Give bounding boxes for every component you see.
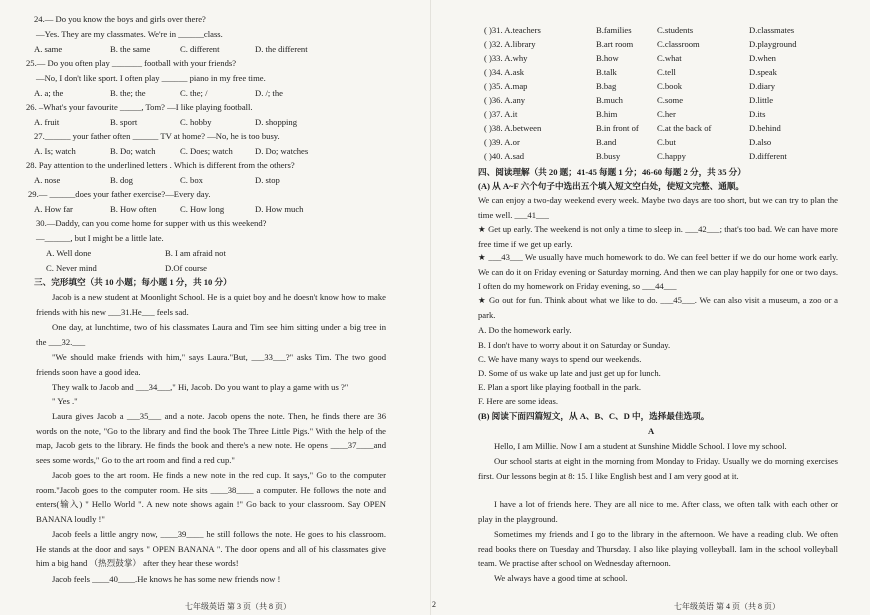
q29-option-c: C. How long	[180, 204, 225, 214]
cloze-paragraph-6: Laura gives Jacob a ___35___ and a note. Jacob opens the note. Then, he finds there are 36 words on the note, "Go to the library and find the book The Three Little Pigs." With the help of the map, Jacob gets to the library. He finds the book and there's a new note. He opens ____37____and sees some words," Go to the art room and find a red cup."	[36, 411, 386, 465]
q30-option-a: A. Well done	[46, 248, 92, 258]
choice-34-d: D.speak	[749, 67, 777, 77]
choice-32-d: D.playground	[749, 39, 797, 49]
part-a-instruction: (A) 从 A~F 六个句子中选出五个填入短文空白处，使短文完整、通顺。	[478, 181, 745, 191]
q30-option-c: C. Never mind	[46, 263, 97, 273]
q24-option-b: B. the same	[110, 44, 151, 54]
section-3-heading: 三、完形填空（共 10 小题；每小题 1 分，共 10 分）	[34, 277, 232, 287]
cloze-paragraph-3: "We should make friends with him," says Laura."But, ___33___?" asks Tim. The two good friends soon have a good idea.	[36, 352, 386, 377]
choice-38-d: D.behind	[749, 123, 781, 133]
choice-37-b: B.him	[596, 109, 618, 119]
q26-option-c: C. hobby	[180, 117, 212, 127]
choice-39-c: C.but	[657, 137, 676, 147]
reading-b-paragraph-5: We always have a good time at school.	[494, 573, 628, 583]
reading-a-paragraph-3: ★ ___43___ We usually have much homework to do. We can feel better if we do our home work early. We can do it on Friday evening or Saturday morning. And then we can play happily for one or two days. I often do my homework on Friday evening, so ___44___	[478, 252, 838, 292]
choice-38-b: B.in front of	[596, 123, 639, 133]
q29-option-d: D. How much	[255, 204, 304, 214]
choice-33-b: B.how	[596, 53, 619, 63]
choice-36-b: B.much	[596, 95, 623, 105]
cloze-paragraph-9: Jacob feels ____40____.He knows he has some new friends now !	[52, 574, 281, 584]
choice-37-c: C.her	[657, 109, 676, 119]
cloze-paragraph-7: Jacob goes to the art room. He finds a new note in the red cup. It says," Go to the computer room."Jacob goes to the computer room. He sits ____38____ a computer. He follows the note and enters(输入) " Hello World ". A new note shows again !" Go back to your classroom. Say OPEN BANANA loudly !"	[36, 470, 386, 524]
q26-option-d: D. shopping	[255, 117, 298, 127]
q24-question: 24.— Do you know the boys and girls over there?	[34, 14, 206, 24]
reading-b-paragraph-2: Our school starts at eight in the morning from Monday to Friday. Usually we do morning exercises first. Our lessons begin at 8: 15. I like English best and I am very good at it.	[478, 456, 838, 481]
q24-option-a: A. same	[34, 44, 63, 54]
choice-35-d: D.diary	[749, 81, 776, 91]
choice-31-d: D.classmates	[749, 25, 795, 35]
q26-question: 26. –What's your favourite _____, Tom? —I like playing football.	[26, 102, 253, 112]
q30-option-d: D.Of course	[165, 263, 207, 273]
center-divider	[430, 0, 431, 615]
section-4-heading: 四、阅读理解（共 20 题；41-45 每题 1 分；46-60 每题 2 分，共 35 分）	[478, 167, 746, 177]
cloze-paragraph-5: " Yes ."	[52, 396, 78, 406]
choice-34-b: B.talk	[596, 67, 617, 77]
choice-33-a: ( )33. A.why	[484, 53, 528, 63]
q26-option-a: A. fruit	[34, 117, 60, 127]
choice-39-a: ( )39. A.or	[484, 137, 520, 147]
choice-40-c: C.happy	[657, 151, 686, 161]
choice-40-a: ( )40. A.sad	[484, 151, 525, 161]
cloze-paragraph-2: One day, at lunchtime, two of his classmates Laura and Tim see him sitting under a big tree in the ___32.___	[36, 322, 386, 347]
choice-40-b: B.busy	[596, 151, 621, 161]
choice-36-d: D.little	[749, 95, 774, 105]
q29-question: 29.— ______does your father exercise?—Every day.	[28, 189, 211, 199]
reading-b-paragraph-3: I have a lot of friends here. They are all nice to me. After class, we often talk with each other or play in the playground.	[478, 499, 838, 524]
choice-35-c: C.book	[657, 81, 683, 91]
choice-38-a: ( )38. A.between	[484, 123, 542, 133]
choice-32-c: C.classroom	[657, 39, 700, 49]
q25-option-d: D. /; the	[255, 88, 283, 98]
q26-option-b: B. sport	[110, 117, 138, 127]
q27-option-a: A. Is; watch	[34, 146, 76, 156]
reading-b-paragraph-4: Sometimes my friends and I go to the library in the afternoon. We have a reading club. We often read books there on Tuesday and Thursday. I also like playing volleyball. Iam in the school volleyball team. We practise after school on Wednesday afternoon.	[478, 529, 838, 569]
q25-question: 25.— Do you often play _______ football with your friends?	[26, 58, 237, 68]
choice-33-d: D.when	[749, 53, 776, 63]
cloze-paragraph-1: Jacob is a new student at Moonlight School. He is a quiet boy and he doesn't know how to make friends with his new ___31.He___ feels sad.	[36, 292, 386, 317]
choice-39-d: D.also	[749, 137, 772, 147]
q30-line2: —______, but I might be a little late.	[36, 233, 164, 243]
page-number: 2	[432, 600, 436, 609]
q24-option-d: D. the different	[255, 44, 308, 54]
choice-31-c: C.students	[657, 25, 694, 35]
q24-option-c: C. different	[180, 44, 220, 54]
q27-question: 27.______ your father often ______ TV at home? —No, he is too busy.	[34, 131, 280, 141]
q25-option-c: C. the; /	[180, 88, 208, 98]
choice-33-c: C.what	[657, 53, 682, 63]
choice-37-d: D.its	[749, 109, 766, 119]
q27-option-d: D. Do; watches	[255, 146, 309, 156]
q28-option-d: D. stop	[255, 175, 280, 185]
q28-option-b: B. dog	[110, 175, 133, 185]
q29-option-a: A. How far	[34, 204, 73, 214]
choice-34-c: C.tell	[657, 67, 676, 77]
passage-letter-a: A	[648, 426, 655, 436]
q25-option-a: A. a; the	[34, 88, 64, 98]
left-footer: 七年级英语 第 3 页（共 8 页）	[185, 602, 291, 611]
option-f: F. Here are some ideas.	[478, 396, 558, 406]
q25-option-b: B. the; the	[110, 88, 146, 98]
q30-option-b: B. I am afraid not	[165, 248, 226, 258]
q27-option-c: C. Does; watch	[180, 146, 233, 156]
cloze-paragraph-4: They walk to Jacob and ___34___," Hi, Jacob. Do you want to play a game with us ?"	[52, 382, 349, 392]
choice-35-b: B.bag	[596, 81, 617, 91]
choice-39-b: B.and	[596, 137, 617, 147]
choice-32-b: B.art room	[596, 39, 634, 49]
option-d: D. Some of us wake up late and just get up for lunch.	[478, 368, 661, 378]
choice-35-a: ( )35. A.map	[484, 81, 528, 91]
choice-31-a: ( )31. A.teachers	[484, 25, 541, 35]
q28-option-a: A. nose	[34, 175, 61, 185]
option-e: E. Plan a sport like playing football in the park.	[478, 382, 642, 392]
choice-32-a: ( )32. A.library	[484, 39, 536, 49]
choice-34-a: ( )34. A.ask	[484, 67, 525, 77]
choice-40-d: D.different	[749, 151, 787, 161]
q30-question: 30.—Daddy, can you come home for supper with us this weekend?	[36, 218, 267, 228]
q27-option-b: B. Do; watch	[110, 146, 156, 156]
reading-b-paragraph-1: Hello, I am Millie. Now I am a student at Sunshine Middle School. I love my school.	[494, 441, 787, 451]
choice-36-a: ( )36. A.any	[484, 95, 526, 105]
cloze-paragraph-8: Jacob feels a little angry now, ____39____ he still follows the note. He goes to his classroom. He stands at the door and says " OPEN BANANA ". The door opens and all of his classmates give him a big hand （热烈鼓掌） after they hear these words!	[36, 529, 386, 569]
choice-38-c: C.at the back of	[657, 123, 712, 133]
q29-option-b: B. How often	[110, 204, 157, 214]
part-b-instruction: (B) 阅读下面四篇短文，从 A、B、C、D 中，选择最佳选项。	[478, 411, 710, 421]
option-c: C. We have many ways to spend our weekends.	[478, 354, 642, 364]
option-a: A. Do the homework early.	[478, 325, 572, 335]
reading-a-paragraph-4: ★ Go out for fun. Think about what we like to do. ___45___. We can also visit a museum, a zoo or a park.	[478, 295, 838, 320]
right-footer: 七年级英语 第 4 页（共 8 页）	[674, 602, 780, 611]
reading-a-paragraph-1: We can enjoy a two-day weekend every week. Maybe two days are too short, but we can try to plan the time well. ___41___	[478, 195, 838, 220]
choice-36-c: C.some	[657, 95, 684, 105]
q25-line2: —No, I don't like sport. I often play ______ piano in my free time.	[36, 73, 266, 83]
q28-question: 28. Pay attention to the underlined letters . Which is different from the others?	[26, 160, 295, 170]
q24-line2: —Yes. They are my classmates. We're in ______class.	[36, 29, 223, 39]
right-page	[436, 0, 870, 615]
option-b: B. I don't have to worry about it on Saturday or Sunday.	[478, 340, 671, 350]
left-page	[0, 0, 424, 615]
q28-option-c: C. box	[180, 175, 203, 185]
choice-31-b: B.families	[596, 25, 632, 35]
reading-a-paragraph-2: ★ Get up early. The weekend is not only a time to sleep in. ___42___; that's too bad. We can have more free time if we get up early.	[478, 224, 838, 249]
choice-37-a: ( )37. A.it	[484, 109, 518, 119]
